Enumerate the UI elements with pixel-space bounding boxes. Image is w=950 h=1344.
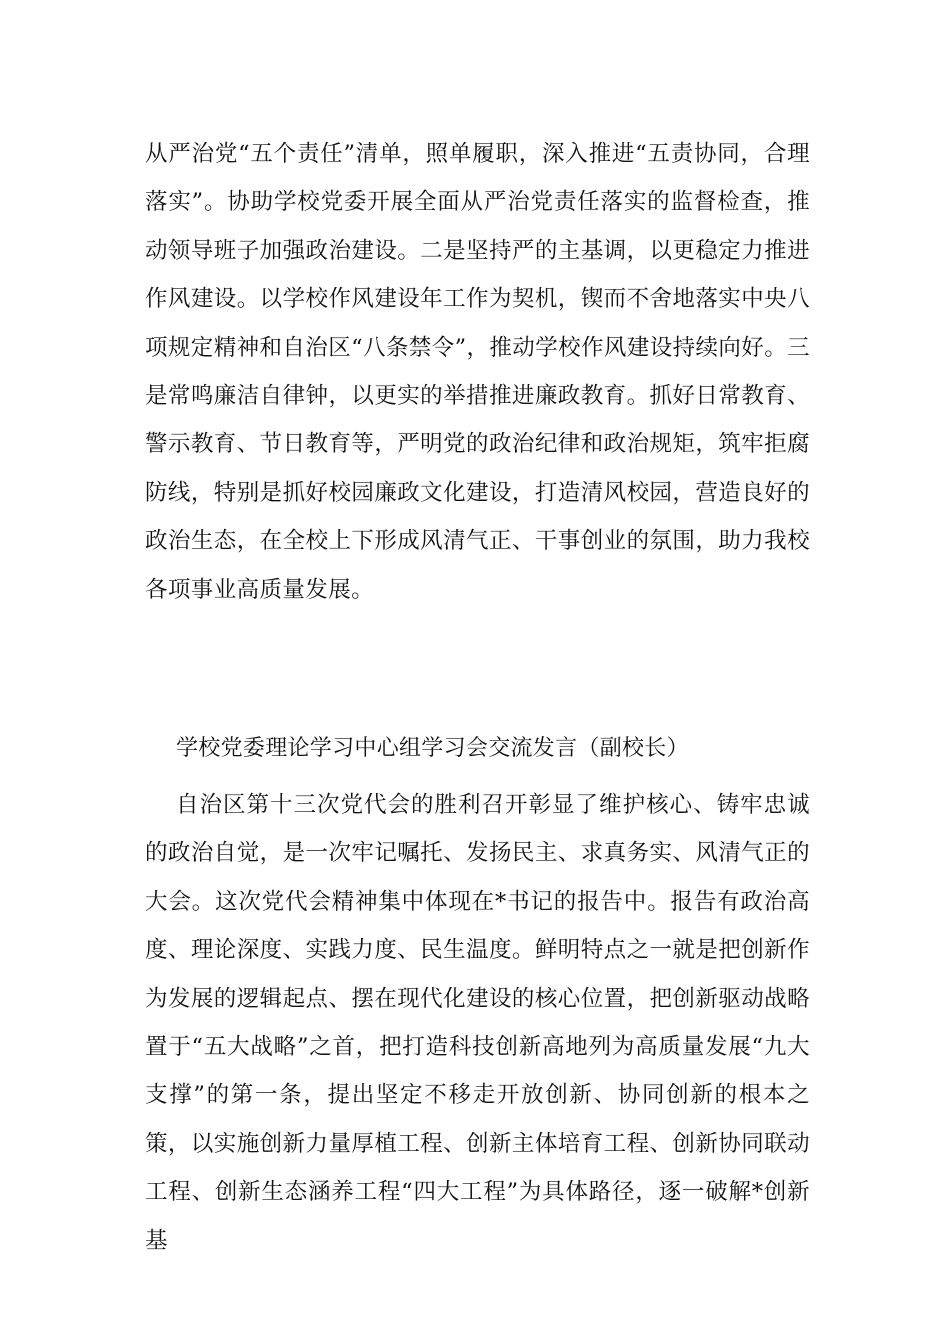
body-paragraph-continued: 从严治党“五个责任”清单，照单履职，深入推进“五责协同，合理落实”。协助学校党委开展全面从严治党责任落实的监督检查，推动领导班子加强政治建设。二是坚持严的主基调，以更稳定力推进作风建设。以学校作风建设年工作为契机，锲而不舍地落实中央八项规定精神和自治区“八条禁令”，推动学校作风建设持续向好。三是常鸣廉洁自律钟，以更实的举措推进廉政教育。抓好日常教育、警示教育、节日教育等，严明党的政治纪律和政治规矩，筑牢拒腐防线，特别是抓好校园廉政文化建设，打造清风校园，营造良好的政治生态，在全校上下形成风清气正、干事创业的氛围，助力我校各项事业高质量发展。	[145, 141, 811, 603]
section-heading: 学校党委理论学习中心组学习会交流发言（副校长）	[176, 736, 689, 761]
body-paragraph: 自治区第十三次党代会的胜利召开彰显了维护核心、铸牢忠诚的政治自觉，是一次牢记嘱托、发扬民主、求真务实、风清气正的大会。这次党代会精神集中体现在*书记的报告中。报告有政治高度、理论深度、实践力度、民生温度。鲜明特点之一就是把创新作为发展的逻辑起点、摆在现代化建设的核心位置，把创新驱动战略置于“五大战略”之首，把打造科技创新高地列为高质量发展“九大支撑”的第一条，提出坚定不移走开放创新、协同创新的根本之策，以实施创新力量厚植工程、创新主体培育工程、创新协同联动工程、创新生态涵养工程“四大工程”为具体路径，逐一破解*创新基	[145, 792, 810, 1254]
